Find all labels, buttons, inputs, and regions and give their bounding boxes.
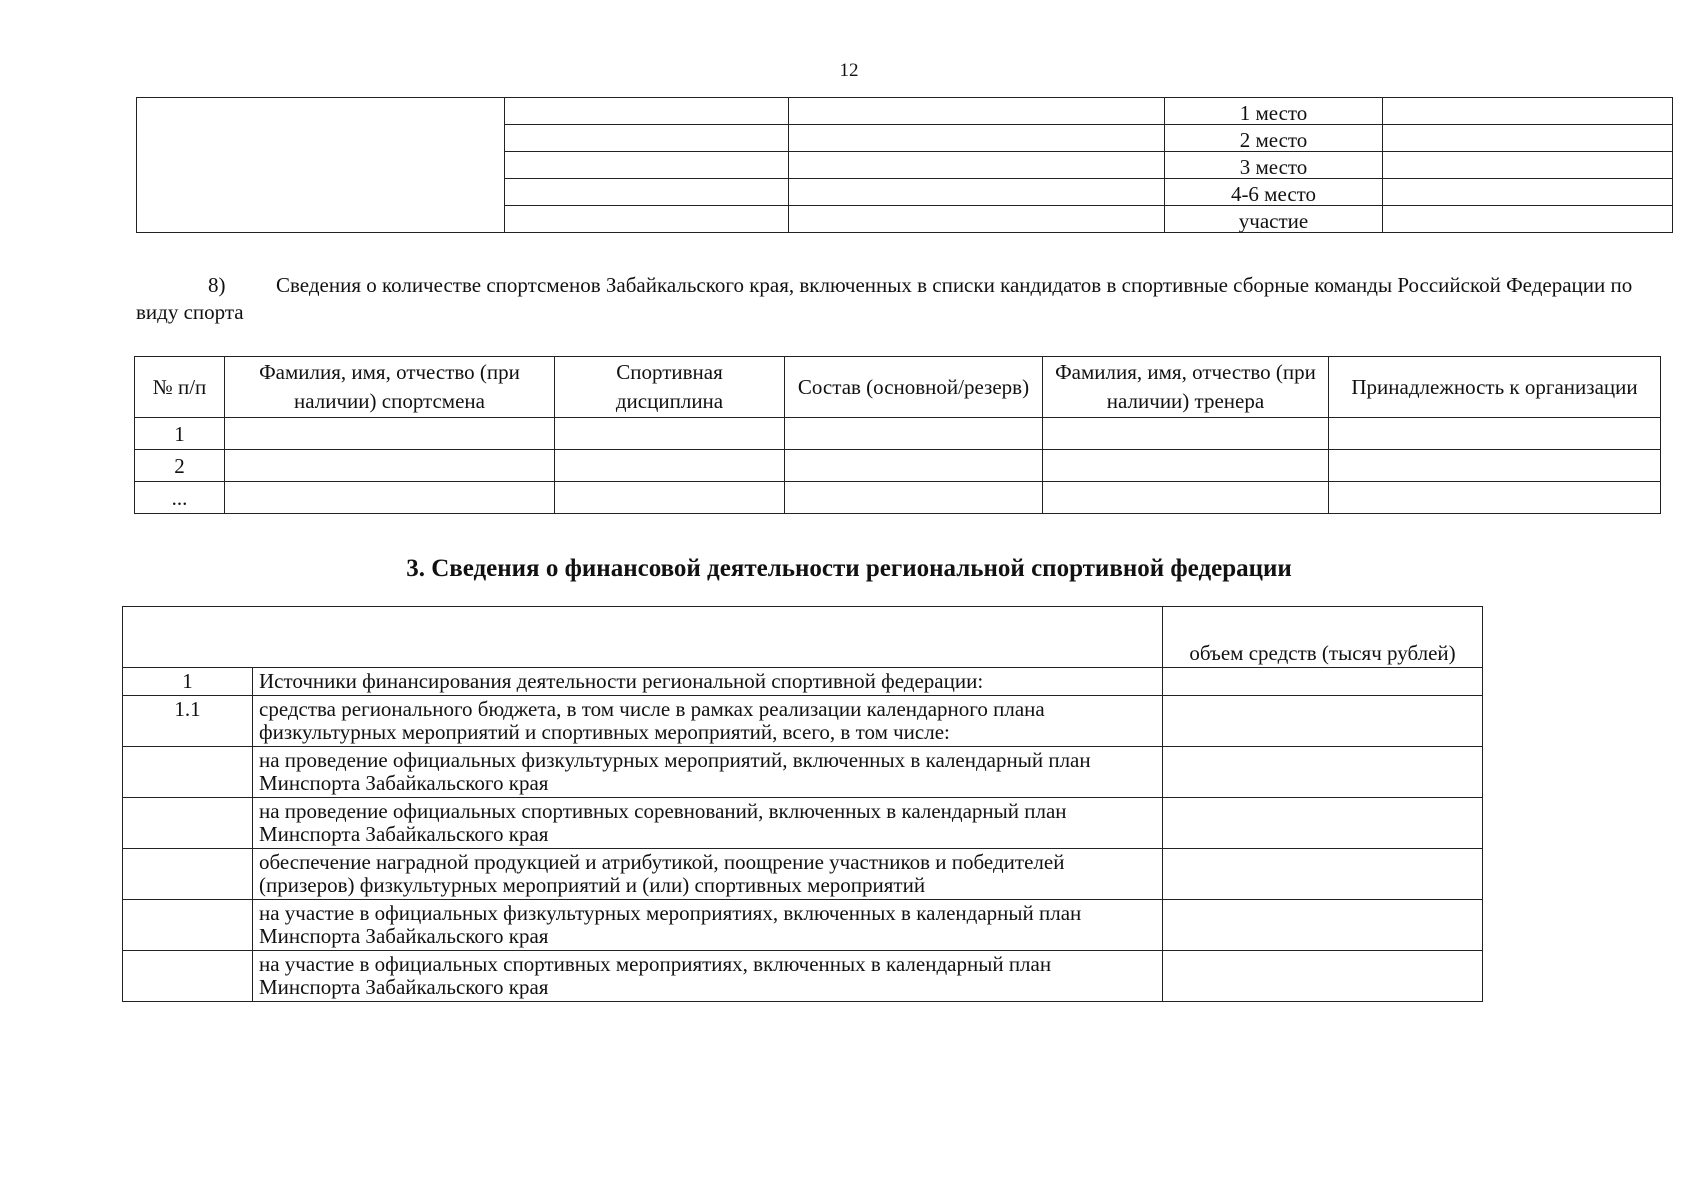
row-number: 1 xyxy=(123,668,253,696)
row-text: на участие в официальных спортивных мероприятиях, включенных в календарный план Минспорта Забайкальского края xyxy=(253,951,1163,1002)
table-header-row xyxy=(123,607,1483,668)
table-row xyxy=(137,98,1673,125)
place-label: участие xyxy=(1165,206,1383,233)
table-cell xyxy=(1383,206,1673,233)
page-number: 12 xyxy=(839,60,859,81)
column-header: Фамилия, имя, отчество (при наличии) спортсмена xyxy=(225,357,555,418)
table-row xyxy=(123,951,1483,1002)
section-8-paragraph xyxy=(136,272,1676,326)
place-label: 1 место xyxy=(1165,98,1383,125)
table-cell xyxy=(1163,798,1483,849)
athletes-table xyxy=(134,356,1661,514)
row-text: на участие в официальных физкультурных мероприятиях, включенных в календарный план Минспорта Забайкальского края xyxy=(253,900,1163,951)
section-8-number: 8) xyxy=(208,273,226,297)
table-cell xyxy=(1043,450,1329,482)
table-cell xyxy=(785,418,1043,450)
table-row xyxy=(123,849,1483,900)
table-cell xyxy=(555,450,785,482)
column-header: Спортивная дисциплина xyxy=(555,357,785,418)
row-text: Источники финансирования деятельности региональной спортивной федерации: xyxy=(253,668,1163,696)
table-row xyxy=(135,482,1661,514)
volume-header: объем средств (тысяч рублей) xyxy=(1163,607,1483,668)
table-row xyxy=(123,798,1483,849)
column-header: Принадлежность к организации xyxy=(1329,357,1661,418)
table-cell xyxy=(1329,418,1661,450)
row-number xyxy=(123,900,253,951)
table-cell xyxy=(1329,450,1661,482)
table-cell xyxy=(1383,125,1673,152)
table-row xyxy=(123,900,1483,951)
table-cell xyxy=(1383,179,1673,206)
row-text: на проведение официальных спортивных соревнований, включенных в календарный план Минспорта Забайкальского края xyxy=(253,798,1163,849)
table-cell xyxy=(505,152,789,179)
table-header-row xyxy=(135,357,1661,418)
table-cell xyxy=(1043,482,1329,514)
table-cell xyxy=(225,418,555,450)
table-cell xyxy=(789,125,1165,152)
table-cell xyxy=(789,152,1165,179)
table-cell xyxy=(123,607,1163,668)
table-cell xyxy=(1163,849,1483,900)
table-cell xyxy=(225,482,555,514)
table-cell xyxy=(225,450,555,482)
table-cell xyxy=(555,482,785,514)
table-cell xyxy=(1163,951,1483,1002)
table-cell xyxy=(1163,900,1483,951)
table-row xyxy=(123,696,1483,747)
table-cell xyxy=(505,125,789,152)
row-number xyxy=(123,747,253,798)
table-row xyxy=(135,418,1661,450)
table-cell xyxy=(789,206,1165,233)
table-cell xyxy=(1043,418,1329,450)
table-cell xyxy=(785,482,1043,514)
row-number: 2 xyxy=(135,450,225,482)
table-row xyxy=(123,668,1483,696)
places-table xyxy=(136,97,1673,233)
table-cell xyxy=(1163,696,1483,747)
row-number: 1 xyxy=(135,418,225,450)
column-header: Состав (основной/резерв) xyxy=(785,357,1043,418)
section-3-heading: 3. Сведения о финансовой деятельности региональной спортивной федерации xyxy=(406,555,1292,582)
column-header: № п/п xyxy=(135,357,225,418)
row-number: 1.1 xyxy=(123,696,253,747)
row-number: ... xyxy=(135,482,225,514)
table-cell xyxy=(789,98,1165,125)
table-row xyxy=(135,450,1661,482)
table-row xyxy=(123,747,1483,798)
row-number xyxy=(123,798,253,849)
place-label: 4-6 место xyxy=(1165,179,1383,206)
table-cell xyxy=(505,179,789,206)
section-8-text: Сведения о количестве спортсменов Забайкальского края, включенных в списки кандидатов в спортивные сборные команды Российской Федерации по виду спорта xyxy=(136,273,1633,324)
table-cell xyxy=(505,98,789,125)
row-text: обеспечение наградной продукцией и атрибутикой, поощрение участников и победителей (призеров) физкультурных мероприятий и (или) спортивных мероприятий xyxy=(253,849,1163,900)
table-cell xyxy=(555,418,785,450)
row-number xyxy=(123,951,253,1002)
table-cell xyxy=(1383,98,1673,125)
row-number xyxy=(123,849,253,900)
place-label: 2 место xyxy=(1165,125,1383,152)
table-cell xyxy=(505,206,789,233)
table-cell xyxy=(1383,152,1673,179)
table-cell xyxy=(789,179,1165,206)
row-text: на проведение официальных физкультурных мероприятий, включенных в календарный план Минспорта Забайкальского края xyxy=(253,747,1163,798)
row-text: средства регионального бюджета, в том числе в рамках реализации календарного плана физкультурных мероприятий и спортивных мероприятий, всего, в том числе: xyxy=(253,696,1163,747)
place-label: 3 место xyxy=(1165,152,1383,179)
table-cell xyxy=(1163,747,1483,798)
table-cell xyxy=(1163,668,1483,696)
table-cell xyxy=(1329,482,1661,514)
table-cell xyxy=(137,98,505,233)
table-cell xyxy=(785,450,1043,482)
column-header: Фамилия, имя, отчество (при наличии) тренера xyxy=(1043,357,1329,418)
finance-table xyxy=(122,606,1483,1002)
